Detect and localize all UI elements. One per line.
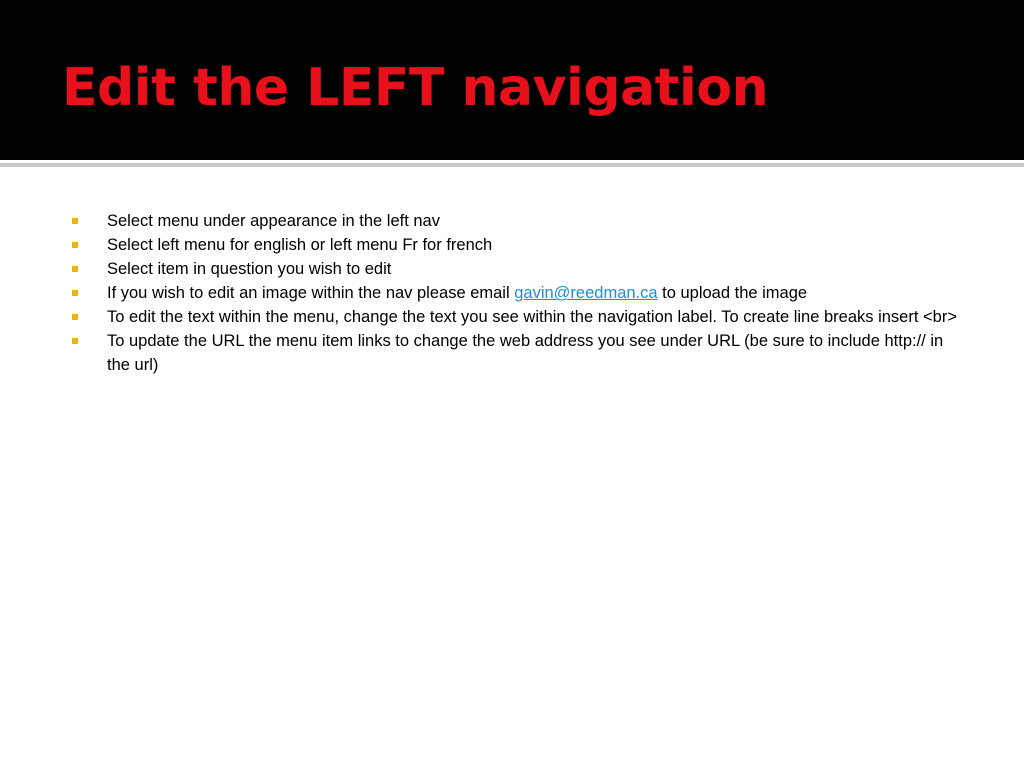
slide-title: Edit the LEFT navigation [62,58,769,118]
bullet-text: Select item in question you wish to edit [107,260,392,278]
list-item [70,233,970,257]
bullet-text: To update the URL the menu item links to change the web address you see under URL (be sure to include http:// in the url) [107,332,944,374]
email-link[interactable]: gavin@reedman.ca [514,284,658,302]
square-bullet-icon [72,242,78,248]
square-bullet-icon [72,290,78,296]
bullet-text: Select menu under appearance in the left nav [107,212,440,230]
list-item [70,281,970,305]
square-bullet-icon [72,338,78,344]
list-item [70,305,970,329]
title-divider [0,163,1024,167]
square-bullet-icon [72,266,78,272]
bullet-text-after-link: to upload the image [657,284,808,302]
bullet-text: Select left menu for english or left menu Fr for french [107,236,493,254]
list-item [70,257,970,281]
list-item [70,209,970,233]
bullet-text: To edit the text within the menu, change the text you see within the navigation label. To create line breaks insert <br> [107,308,957,326]
square-bullet-icon [72,218,78,224]
bullet-text-before-link: If you wish to edit an image within the nav please email [107,284,515,302]
list-item [70,329,970,377]
square-bullet-icon [72,314,78,320]
bullet-list [70,209,970,377]
title-band [0,0,1024,160]
